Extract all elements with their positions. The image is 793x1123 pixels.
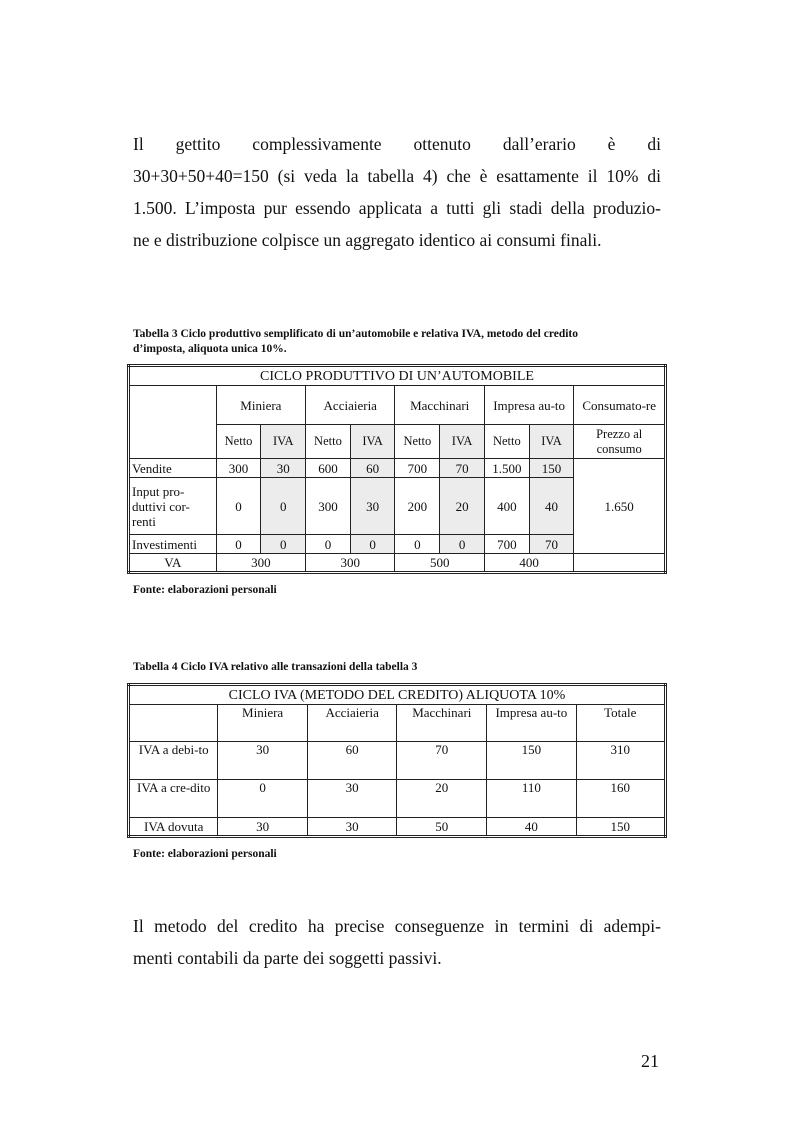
- table4-cell: 0: [218, 780, 307, 818]
- table4: [127, 683, 667, 838]
- table4-cell: 30: [218, 742, 307, 780]
- table4-cell: 60: [307, 742, 397, 780]
- table3-cell: 0: [261, 535, 306, 554]
- table3-va-value: 400: [484, 554, 573, 573]
- table4-cell: 30: [307, 780, 397, 818]
- table4-cell: 70: [397, 742, 487, 780]
- table3-va-value: 300: [306, 554, 395, 573]
- table4-header: Miniera: [218, 705, 307, 742]
- table3-caption-line: Tabella 3 Ciclo produttivo semplificato di un’automobile e relativa IVA, metodo del credito: [133, 328, 578, 340]
- table4-empty-corner: [129, 705, 218, 742]
- outro-line: Il metodo del credito ha precise conseguenze in termini di adempi-: [133, 916, 661, 936]
- intro-line: Il gettito complessivamente ottenuto dall’erario è di: [133, 134, 661, 154]
- table3-stage-header: Acciaieria: [306, 386, 395, 425]
- table4-row-label: IVA dovuta: [129, 818, 218, 837]
- table3-subheader-netto: Netto: [395, 425, 440, 459]
- table4-cell: 150: [487, 742, 576, 780]
- table3-va-label: VA: [129, 554, 217, 573]
- table3-title: CICLO PRODUTTIVO DI UN’AUTOMOBILE: [129, 366, 666, 386]
- table3-consumer-subheader: Prezzo al consumo: [574, 425, 666, 459]
- table3-empty-corner: [129, 386, 217, 459]
- table4-title: CICLO IVA (METODO DEL CREDITO) ALIQUOTA 10%: [129, 685, 666, 705]
- table3-cell: 0: [440, 535, 485, 554]
- table3-subheader-iva: IVA: [529, 425, 574, 459]
- table4-header: Macchinari: [397, 705, 487, 742]
- outro-line: menti contabili da parte dei soggetti passivi.: [133, 948, 442, 968]
- table3-va-value: 300: [216, 554, 305, 573]
- table3-cell: 0: [395, 535, 440, 554]
- table3-row-label: Input pro-duttivi cor-renti: [129, 478, 217, 535]
- table4-row-label: IVA a cre-dito: [129, 780, 218, 818]
- table3-cell: 0: [216, 478, 261, 535]
- table3-cell: 0: [216, 535, 261, 554]
- table4-source: Fonte: elaborazioni personali: [133, 848, 277, 860]
- table3-stage-header: Impresa au-to: [484, 386, 573, 425]
- table4-row-label: IVA a debi-to: [129, 742, 218, 780]
- table4-cell: 40: [487, 818, 576, 837]
- table3-cell: 300: [306, 478, 351, 535]
- outro-paragraph: [133, 910, 661, 974]
- page-number: 21: [641, 1051, 659, 1071]
- table4-caption: Tabella 4 Ciclo IVA relativo alle transazioni della tabella 3: [133, 661, 418, 673]
- table4-header: Acciaieria: [307, 705, 397, 742]
- table3-cell: 150: [529, 459, 574, 478]
- table4-cell: 110: [487, 780, 576, 818]
- table3-stage-header: Miniera: [216, 386, 305, 425]
- table3-cell: 400: [484, 478, 529, 535]
- table3-row-label: Investimenti: [129, 535, 217, 554]
- table4-cell: 50: [397, 818, 487, 837]
- table3-cell: 0: [306, 535, 351, 554]
- table4-cell: 150: [576, 818, 665, 837]
- table3-row-label: Vendite: [129, 459, 217, 478]
- table4-cell: 160: [576, 780, 665, 818]
- table3-cell: 60: [350, 459, 395, 478]
- table3-subheader-netto: Netto: [484, 425, 529, 459]
- table3-subheader-netto: Netto: [306, 425, 351, 459]
- table4-cell: 20: [397, 780, 487, 818]
- table3-cell: 30: [261, 459, 306, 478]
- table3-stage-header: Macchinari: [395, 386, 484, 425]
- intro-paragraph: [133, 128, 661, 256]
- table3-cell: 30: [350, 478, 395, 535]
- table3-va-empty: [574, 554, 666, 573]
- table3-cell: 700: [395, 459, 440, 478]
- table3-cell: 700: [484, 535, 529, 554]
- table3-caption-line: d’imposta, aliquota unica 10%.: [133, 343, 287, 355]
- intro-line: ne e distribuzione colpisce un aggregato identico ai consumi finali.: [133, 230, 602, 250]
- table4-cell: 30: [218, 818, 307, 837]
- table4-header: Impresa au-to: [487, 705, 576, 742]
- table3-va-value: 500: [395, 554, 484, 573]
- table3: [127, 364, 667, 574]
- table3-cell: 0: [261, 478, 306, 535]
- table3-cell: 1.500: [484, 459, 529, 478]
- table3-cell: 70: [529, 535, 574, 554]
- table3-subheader-iva: IVA: [261, 425, 306, 459]
- table3-cell: 70: [440, 459, 485, 478]
- table3-subheader-netto: Netto: [216, 425, 261, 459]
- table3-cell: 300: [216, 459, 261, 478]
- table3-subheader-iva: IVA: [440, 425, 485, 459]
- table3-cell: 200: [395, 478, 440, 535]
- table3-caption: [133, 327, 673, 357]
- table3-cell: 40: [529, 478, 574, 535]
- table4-cell: 30: [307, 818, 397, 837]
- intro-line: 1.500. L’imposta pur essendo applicata a tutti gli stadi della produzio-: [133, 198, 661, 218]
- intro-line: 30+30+50+40=150 (si veda la tabella 4) che è esattamente il 10% di: [133, 166, 661, 186]
- table3-cell: 600: [306, 459, 351, 478]
- table3-consumer-header: Consumato-re: [574, 386, 666, 425]
- table4-header: Totale: [576, 705, 665, 742]
- table3-cell: 20: [440, 478, 485, 535]
- table3-subheader-iva: IVA: [350, 425, 395, 459]
- table3-cell: 0: [350, 535, 395, 554]
- table4-cell: 310: [576, 742, 665, 780]
- table3-consumer-price: 1.650: [574, 459, 666, 554]
- table3-source: Fonte: elaborazioni personali: [133, 584, 277, 596]
